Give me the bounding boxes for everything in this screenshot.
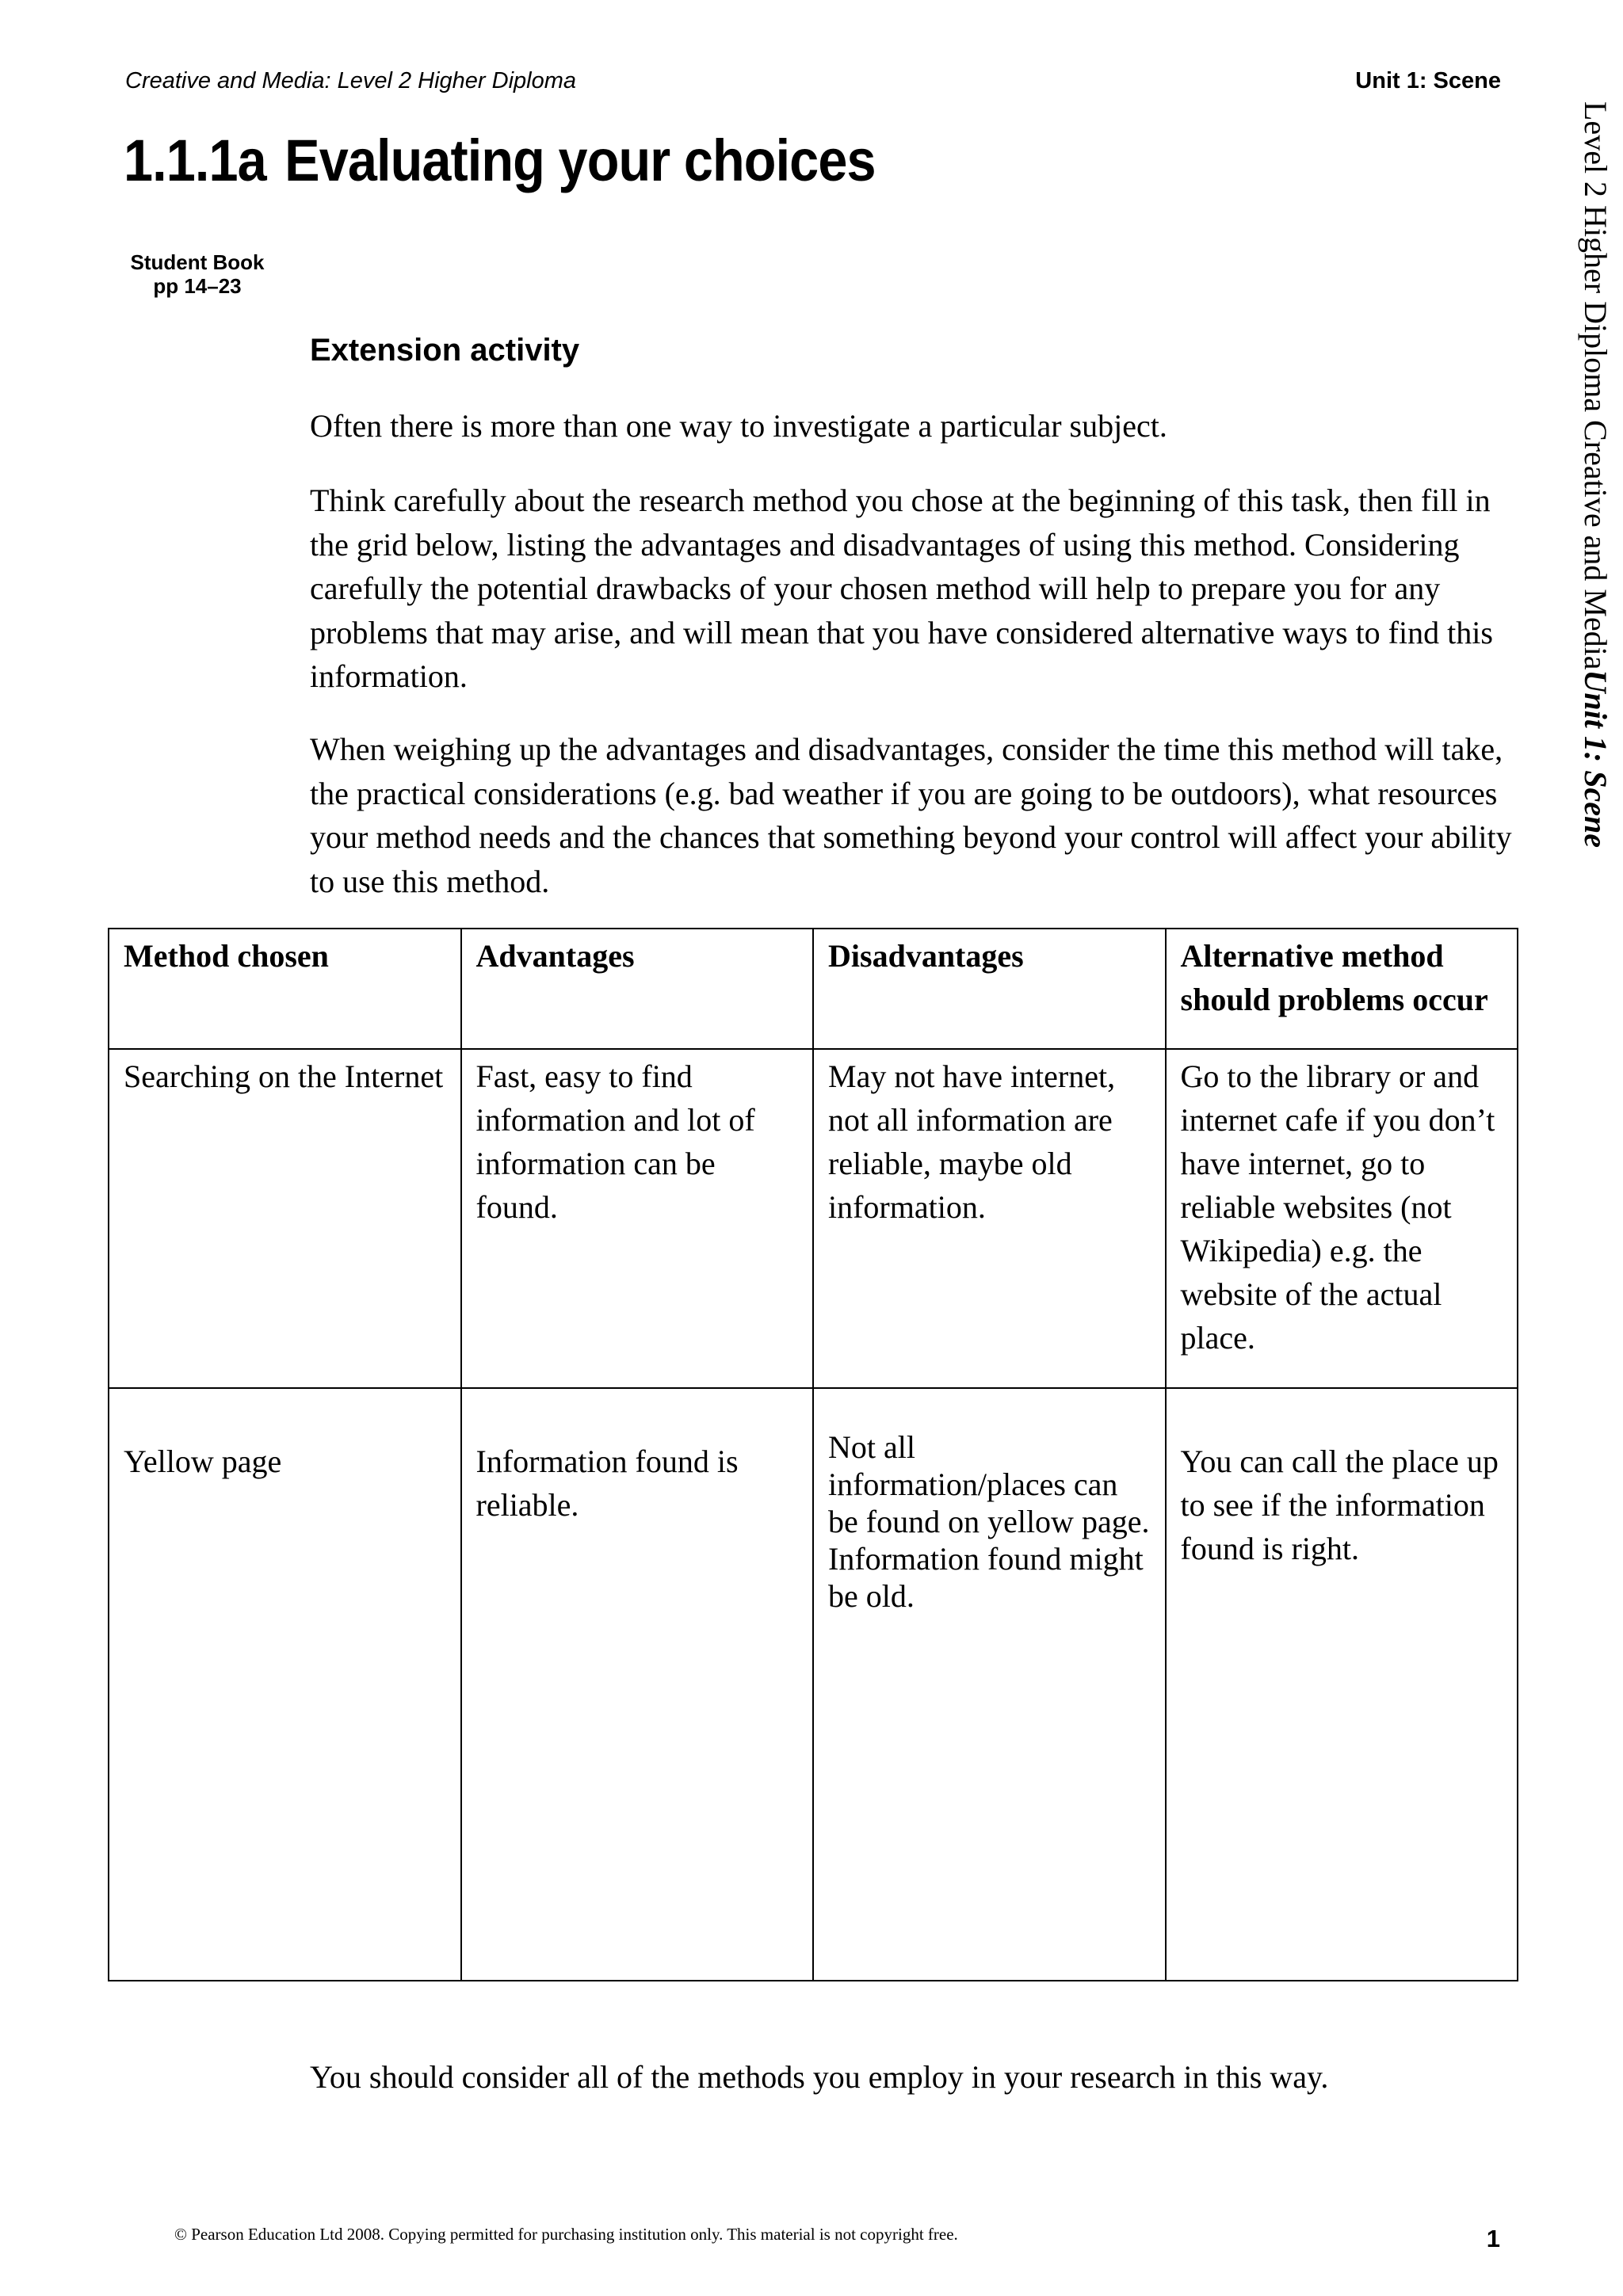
table-row xyxy=(109,1388,1518,1981)
cell-advantages: Fast, easy to find information and lot of information can be found. xyxy=(461,1049,814,1388)
cell-alternative: Go to the library or and internet cafe if you don’t have internet, go to reliable websites (not Wikipedia) e.g. the website of the actual place. xyxy=(1166,1049,1518,1388)
section-title: Evaluating your choices xyxy=(285,128,876,193)
cell-alternative: You can call the place up to see if the information found is right. xyxy=(1180,1444,1499,1566)
side-banner xyxy=(1572,101,1620,894)
paragraph-1: Often there is more than one way to investigate a particular subject. xyxy=(310,408,1167,444)
header-alternative-method: Alternative method should problems occur xyxy=(1166,929,1518,1049)
closing-statement: You should consider all of the methods you employ in your research in this way. xyxy=(310,2059,1329,2095)
running-header-course: Creative and Media: Level 2 Higher Diploma xyxy=(125,68,577,93)
side-banner-text xyxy=(1577,101,1614,848)
cell-alternative-cell xyxy=(1166,1388,1518,1981)
paragraph-3: When weighing up the advantages and disadvantages, consider the time this method will take, the practical considerations (e.g. bad weather if you are going to be outdoors), what resources your method needs and the chances that something beyond your control will affect your ability to use this method. xyxy=(310,731,1512,899)
section-number: 1.1.1a xyxy=(124,128,266,193)
reference-pages: pp 14–23 xyxy=(153,274,242,298)
table-header-row xyxy=(109,929,1518,1049)
copyright-notice: © Pearson Education Ltd 2008. Copying permitted for purchasing institution only. This material is not copyright free. xyxy=(174,2225,958,2244)
cell-disadvantages: Not all information/places can be found on yellow page. Information found might be old. xyxy=(828,1429,1150,1614)
page-number: 1 xyxy=(1486,2225,1500,2252)
cell-disadvantages-cell xyxy=(813,1388,1166,1981)
page-title xyxy=(124,127,876,194)
evaluation-grid xyxy=(108,928,1518,1981)
subheading: Extension activity xyxy=(310,333,580,368)
header-advantages: Advantages xyxy=(461,929,814,1049)
student-book-reference xyxy=(122,250,273,298)
cell-method: Yellow page xyxy=(124,1444,282,1479)
side-banner-plain: Level 2 Higher Diploma Creative and Media xyxy=(1578,101,1613,670)
paragraph-2: Think carefully about the research method you chose at the beginning of this task, then fill in the grid below, listing the advantages and disadvantages of using this method. Considering carefully the potential drawbacks of your chosen method will help to prepare you for any problems that may arise, and will mean that you have considered alternative ways to find this information. xyxy=(310,482,1493,694)
header-method-chosen: Method chosen xyxy=(109,929,461,1049)
cell-advantages-cell xyxy=(461,1388,814,1981)
table-row xyxy=(109,1049,1518,1388)
cell-method-cell xyxy=(109,1388,461,1981)
side-banner-emphasis: Unit 1: Scene xyxy=(1578,669,1613,848)
reference-label: Student Book xyxy=(130,250,265,274)
running-header-unit: Unit 1: Scene xyxy=(1355,68,1501,93)
header-disadvantages: Disadvantages xyxy=(813,929,1166,1049)
cell-disadvantages: May not have internet, not all information are reliable, maybe old information. xyxy=(813,1049,1166,1388)
cell-method: Searching on the Internet xyxy=(109,1049,461,1388)
cell-advantages: Information found is reliable. xyxy=(475,1444,739,1523)
